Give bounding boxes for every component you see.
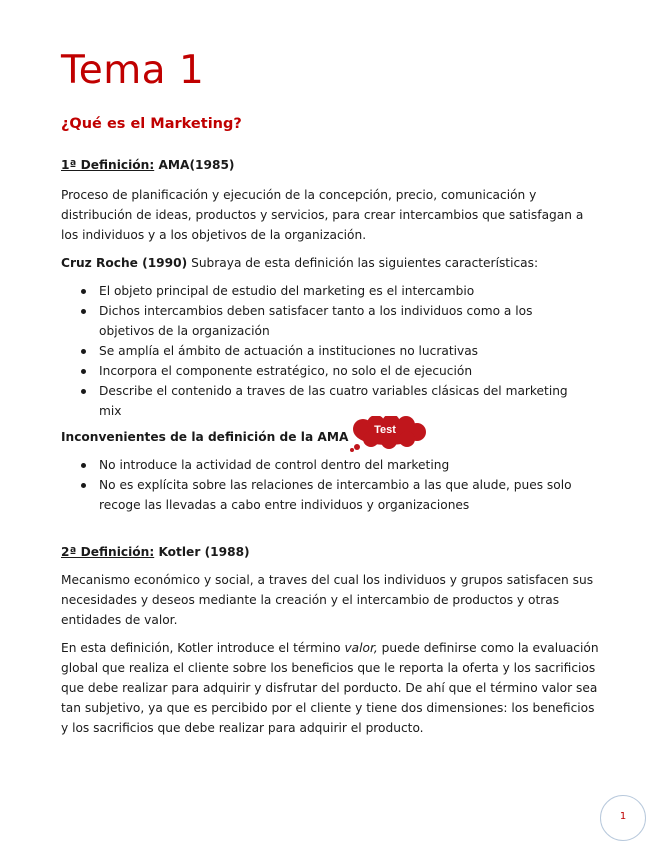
- page-number: 1: [619, 811, 627, 822]
- cruz-roche-author: Cruz Roche (1990): [61, 256, 188, 270]
- kotler-text-part1: En esta definición, Kotler introduce el término: [61, 641, 345, 655]
- definition-1-label: 1ª Definición:: [61, 158, 155, 172]
- definition-2-heading: [61, 542, 601, 562]
- valor-term: valor,: [344, 641, 378, 655]
- page-title: Tema 1: [61, 48, 205, 93]
- list-item: Se amplía el ámbito de actuación a instituciones no lucrativas: [79, 341, 589, 361]
- definition-1-source: AMA(1985): [154, 158, 235, 172]
- inconvenientes-list: [79, 455, 589, 515]
- list-item: Incorpora el componente estratégico, no solo el de ejecución: [79, 361, 589, 381]
- definition-1-heading: [61, 155, 601, 175]
- list-item: El objeto principal de estudio del marketing es el intercambio: [79, 281, 589, 301]
- kotler-valor-paragraph: [61, 638, 601, 738]
- cruz-roche-paragraph: [61, 253, 601, 273]
- definition-2-source: Kotler (1988): [154, 545, 250, 559]
- kotler-text-part2: puede definirse como la evaluación global que realiza el cliente sobre los beneficios que le reporta la oferta y los sacrificios que debe realizar para adquirir y disfrutar del porducto. De ahí que el término valor sea tan subjetivo, ya que es percibido por el cliente y tiene dos dimensiones: los beneficios y los sacrificios que debe realizar para adquirir el producto.: [61, 641, 599, 735]
- definition-2-paragraph: Mecanismo económico y social, a traves del cual los individuos y grupos satisfacen sus necesidades y deseos mediante la creación y el intercambio de productos y otras entidades de valor.: [61, 573, 594, 627]
- definition-2-label: 2ª Definición:: [61, 545, 155, 559]
- inconvenientes-heading: Inconvenientes de la definición de la AMA: [61, 430, 349, 444]
- definition-1-paragraph: Proceso de planificación y ejecución de la concepción, precio, comunicación y distribución de ideas, productos y servicios, para crear intercambios que satisfagan a los individuos y a los objetivos de la organización.: [61, 188, 584, 242]
- characteristics-list: [79, 281, 589, 421]
- list-item: No introduce la actividad de control dentro del marketing: [79, 455, 589, 475]
- cruz-roche-text: Subraya de esta definición las siguientes características:: [187, 256, 539, 270]
- section-subtitle: ¿Qué es el Marketing?: [61, 116, 242, 132]
- test-callout-label: Test: [374, 424, 396, 436]
- list-item: Dichos intercambios deben satisfacer tanto a los individuos como a los objetivos de la organización: [79, 301, 589, 341]
- list-item: No es explícita sobre las relaciones de intercambio a las que alude, pues solo recoge las llevadas a cabo entre individuos y organizaciones: [79, 475, 589, 515]
- list-item: Describe el contenido a traves de las cuatro variables clásicas del marketing mix: [79, 381, 589, 421]
